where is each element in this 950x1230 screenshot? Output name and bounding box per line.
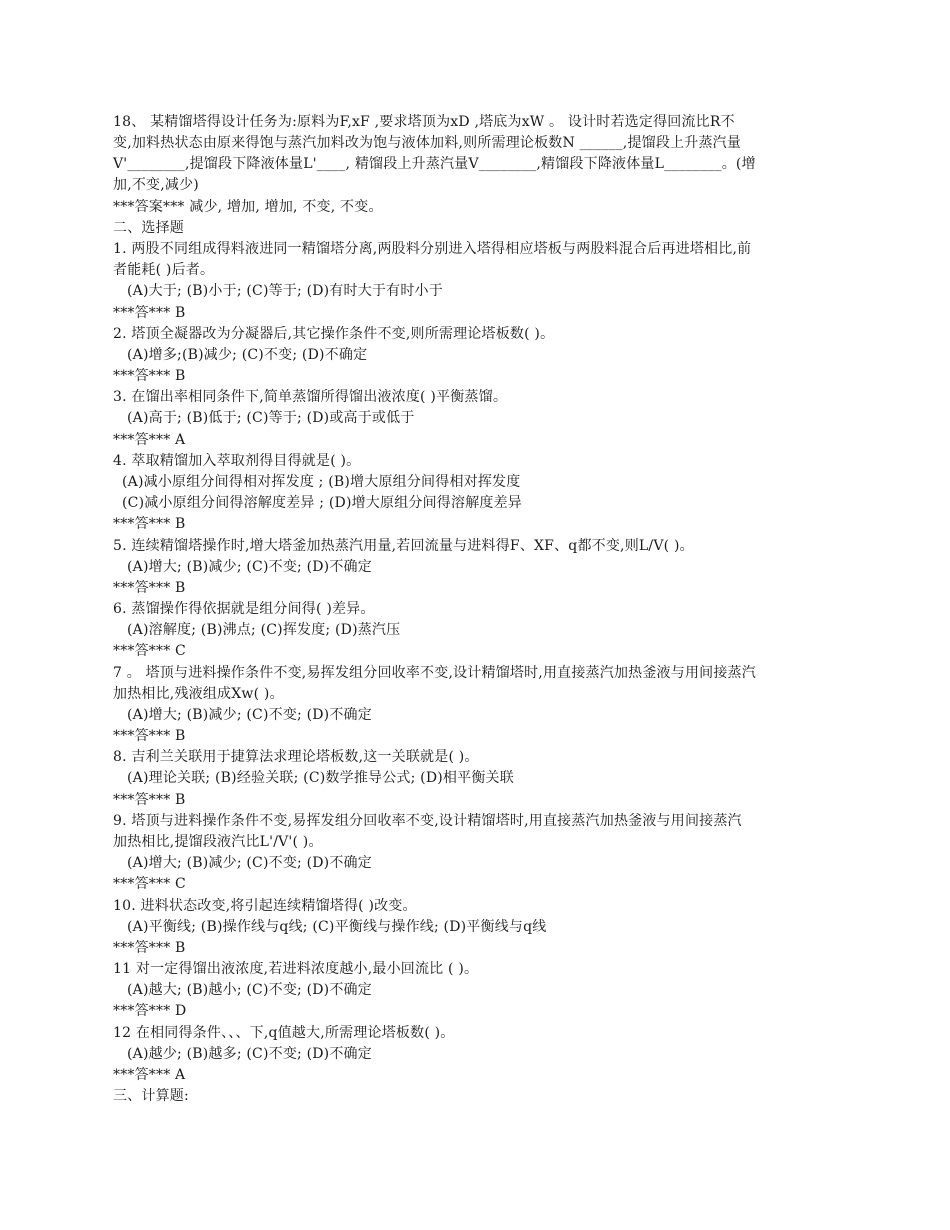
- question-7-line-1: 7 。 塔顶与进料操作条件不变,易挥发组分回收率不变,设计精馏塔时,用直接蒸汽加热釜液与用间接蒸汽: [113, 665, 756, 681]
- section-heading-calculation: 三、计算题:: [113, 1088, 189, 1104]
- question-5-options: (A)增大; (B)减少; (C)不变; (D)不确定: [127, 559, 372, 575]
- answer-2: ***答*** B: [113, 368, 186, 384]
- question-18-line-1: 18、 某精馏塔得设计任务为:原料为F,xF ,要求塔顶为xD ,塔底为xW 。 设计时若选定得回流比R不: [113, 114, 735, 130]
- answer-7: ***答*** B: [113, 728, 186, 744]
- question-4: 4. 萃取精馏加入萃取剂得目得就是( )。: [113, 453, 361, 469]
- question-18-line-2: 变,加料热状态由原来得饱与蒸汽加料改为饱与液体加料,则所需理论板数N ______,提馏段上升蒸汽量: [113, 135, 742, 151]
- answer-10: ***答*** B: [113, 940, 186, 956]
- question-6-options: (A)溶解度; (B)沸点; (C)挥发度; (D)蒸汽压: [127, 622, 401, 638]
- question-11: 11 对一定得馏出液浓度,若进料浓度越小,最小回流比 ( )。: [113, 961, 479, 977]
- question-18-line-3: V'________,提馏段下降液体量L'____, 精馏段上升蒸汽量V________,精馏段下降液体量L________。(增: [113, 156, 756, 172]
- question-7-options: (A)增大; (B)减少; (C)不变; (D)不确定: [127, 707, 372, 723]
- question-1-options: (A)大于; (B)小于; (C)等于; (D)有时大于有时小于: [127, 283, 443, 299]
- answer-5: ***答*** B: [113, 580, 186, 596]
- answer-11: ***答*** D: [113, 1003, 187, 1019]
- question-3-options: (A)高于; (B)低于; (C)等于; (D)或高于或低于: [127, 410, 415, 426]
- question-8-options: (A)理论关联; (B)经验关联; (C)数学推导公式; (D)相平衡关联: [127, 770, 514, 786]
- question-5: 5. 连续精馏塔操作时,增大塔釜加热蒸汽用量,若回流量与进料得F、XF、q都不变,则L/V( )。: [113, 538, 694, 554]
- question-10: 10. 进料状态改变,将引起连续精馏塔得( )改变。: [113, 898, 417, 914]
- question-7-line-2: 加热相比,残液组成Xw( )。: [113, 686, 284, 702]
- question-1-line-1: 1. 两股不同组成得料液进同一精馏塔分离,两股料分别进入塔得相应塔板与两股料混合后再进塔相比,前: [113, 241, 752, 257]
- question-2-options: (A)增多;(B)减少; (C)不变; (D)不确定: [127, 347, 368, 363]
- section-heading-choice: 二、选择题: [113, 220, 184, 236]
- question-10-options: (A)平衡线; (B)操作线与q线; (C)平衡线与操作线; (D)平衡线与q线: [127, 919, 547, 935]
- question-3: 3. 在馏出率相同条件下,简单蒸馏所得馏出液浓度( )平衡蒸馏。: [113, 389, 508, 405]
- question-12-options: (A)越少; (B)越多; (C)不变; (D)不确定: [127, 1046, 372, 1062]
- answer-8: ***答*** B: [113, 792, 186, 808]
- question-2: 2. 塔顶全凝器改为分凝器后,其它操作条件不变,则所需理论塔板数( )。: [113, 326, 555, 342]
- answer-6: ***答*** C: [113, 643, 186, 659]
- question-9-options: (A)增大; (B)减少; (C)不变; (D)不确定: [127, 855, 372, 871]
- answer-9: ***答*** C: [113, 876, 186, 892]
- answer-12: ***答*** A: [113, 1067, 186, 1083]
- question-9-line-2: 加热相比,提馏段液汽比L'/V'( )。: [113, 834, 323, 850]
- answer-1: ***答*** B: [113, 305, 186, 321]
- question-9-line-1: 9. 塔顶与进料操作条件不变,易挥发组分回收率不变,设计精馏塔时,用直接蒸汽加热釜液与用间接蒸汽: [113, 813, 742, 829]
- question-8: 8. 吉利兰关联用于捷算法求理论塔板数,这一关联就是( )。: [113, 749, 479, 765]
- question-4-options-2: (C)减小原组分间得溶解度差异 ; (D)增大原组分间得溶解度差异: [122, 495, 522, 511]
- question-4-options-1: (A)减小原组分间得相对挥发度 ; (B)增大原组分间得相对挥发度: [122, 474, 521, 490]
- answer-18: ***答案*** 减少, 增加, 增加, 不变, 不变。: [113, 199, 383, 215]
- answer-4: ***答*** B: [113, 516, 186, 532]
- question-11-options: (A)越大; (B)越小; (C)不变; (D)不确定: [127, 982, 372, 998]
- answer-3: ***答*** A: [113, 432, 186, 448]
- question-18-line-4: 加,不变,减少): [113, 177, 199, 193]
- question-1-line-2: 者能耗( )后者。: [113, 262, 215, 278]
- question-6: 6. 蒸馏操作得依据就是组分间得( )差异。: [113, 601, 375, 617]
- question-12: 12 在相同得条件、、、下,q值越大,所需理论塔板数( )。: [113, 1025, 455, 1041]
